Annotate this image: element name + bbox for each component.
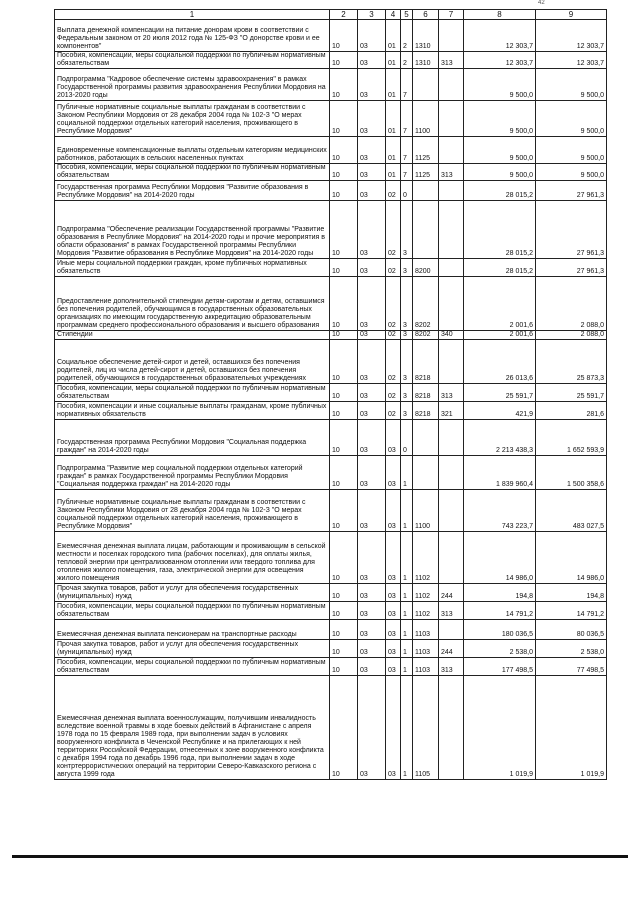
amount-year-2: 77 498,5 (536, 658, 607, 676)
expense-type-code (439, 340, 464, 384)
table-row (55, 259, 607, 277)
table-row (55, 602, 607, 620)
subsection-code: 03 (358, 137, 386, 164)
subprogram-code: 0 (401, 420, 413, 456)
budget-table (54, 9, 607, 780)
subsection-code: 03 (358, 676, 386, 780)
row-name: Иные меры социальной поддержки граждан, кроме публичных нормативных обязательств (55, 259, 330, 277)
section-code: 10 (330, 490, 358, 532)
article-code: 1310 (413, 52, 439, 69)
row-name: Пособия, компенсации и иные социальные выплаты гражданам, кроме публичных нормативных обязательств (55, 402, 330, 420)
subprogram-code: 1 (401, 584, 413, 602)
table-row (55, 402, 607, 420)
table-row (55, 456, 607, 490)
amount-year-2: 9 500,0 (536, 137, 607, 164)
amount-year-2: 25 591,7 (536, 384, 607, 402)
section-code: 10 (330, 69, 358, 101)
expense-type-code (439, 456, 464, 490)
table-row (55, 277, 607, 331)
article-code: 8202 (413, 277, 439, 331)
subsection-code: 03 (358, 490, 386, 532)
article-code: 1103 (413, 640, 439, 658)
subsection-code: 03 (358, 420, 386, 456)
row-name: Пособия, компенсации, меры социальной поддержки по публичным нормативным обязательствам (55, 658, 330, 676)
article-code (413, 456, 439, 490)
section-code: 10 (330, 384, 358, 402)
subsection-code: 03 (358, 532, 386, 584)
expense-type-code (439, 20, 464, 52)
amount-year-1: 2 001,6 (464, 331, 536, 340)
subprogram-code: 2 (401, 20, 413, 52)
amount-year-2: 1 019,9 (536, 676, 607, 780)
article-code: 8218 (413, 340, 439, 384)
table-row (55, 101, 607, 137)
subsection-code: 03 (358, 620, 386, 640)
program-code: 01 (386, 164, 401, 181)
amount-year-2: 80 036,5 (536, 620, 607, 640)
table-row (55, 584, 607, 602)
amount-year-1: 14 791,2 (464, 602, 536, 620)
amount-year-1: 1 839 960,4 (464, 456, 536, 490)
amount-year-1: 26 013,6 (464, 340, 536, 384)
amount-year-1: 743 223,7 (464, 490, 536, 532)
row-name: Пособия, компенсации, меры социальной поддержки по публичным нормативным обязательствам (55, 164, 330, 181)
subsection-code: 03 (358, 259, 386, 277)
subprogram-code: 3 (401, 259, 413, 277)
amount-year-1: 28 015,2 (464, 201, 536, 259)
subprogram-code: 1 (401, 620, 413, 640)
program-code: 03 (386, 490, 401, 532)
subprogram-code: 1 (401, 456, 413, 490)
subprogram-code: 1 (401, 676, 413, 780)
article-code: 8218 (413, 384, 439, 402)
program-code: 02 (386, 259, 401, 277)
section-code: 10 (330, 331, 358, 340)
amount-year-1: 2 001,6 (464, 277, 536, 331)
section-code: 10 (330, 532, 358, 584)
expense-type-code (439, 259, 464, 277)
section-code: 10 (330, 420, 358, 456)
column-number-header: 3 (358, 10, 386, 20)
subsection-code: 03 (358, 20, 386, 52)
amount-year-2: 2 538,0 (536, 640, 607, 658)
program-code: 03 (386, 456, 401, 490)
expense-type-code: 313 (439, 384, 464, 402)
expense-type-code: 313 (439, 658, 464, 676)
row-name: Государственная программа Республики Мордовия "Социальная поддержка граждан" на 2014-2020 годы (55, 420, 330, 456)
section-code: 10 (330, 456, 358, 490)
row-name: Пособия, компенсации, меры социальной поддержки по публичным нормативным обязательствам (55, 602, 330, 620)
article-code: 1125 (413, 137, 439, 164)
row-name: Предоставление дополнительной стипендии детям-сиротам и детям, оставшимся без попечения родителей, обучающимся в государственных образовательных организациях по имеющим государственную аккредитацию образовательным программам среднего профессионального образования и высшего образования (55, 277, 330, 331)
table-row (55, 20, 607, 52)
program-code: 02 (386, 331, 401, 340)
row-name: Подпрограмма "Развитие мер социальной поддержки отдельных категорий граждан" в рамках Государственной программы Республики Мордовия "Социальная поддержка граждан" на 2014-2020 годы (55, 456, 330, 490)
section-code: 10 (330, 20, 358, 52)
subsection-code: 03 (358, 181, 386, 201)
row-name: Подпрограмма "Кадровое обеспечение системы здравоохранения" в рамках Государственной программы развития здравоохранения Республики Мордовия на 2013-2020 годы (55, 69, 330, 101)
amount-year-2: 14 791,2 (536, 602, 607, 620)
section-code: 10 (330, 584, 358, 602)
amount-year-1: 2 213 438,3 (464, 420, 536, 456)
subsection-code: 03 (358, 584, 386, 602)
subprogram-code: 7 (401, 137, 413, 164)
table-row (55, 420, 607, 456)
section-code: 10 (330, 101, 358, 137)
amount-year-1: 14 986,0 (464, 532, 536, 584)
program-code: 01 (386, 20, 401, 52)
amount-year-1: 194,8 (464, 584, 536, 602)
section-code: 10 (330, 277, 358, 331)
section-code: 10 (330, 658, 358, 676)
section-code: 10 (330, 640, 358, 658)
section-code: 10 (330, 164, 358, 181)
table-row (55, 331, 607, 340)
program-code: 02 (386, 340, 401, 384)
row-name: Ежемесячная денежная выплата военнослужащим, получившим инвалидность вследствие военной травмы в ходе боевых действий в Афганистане с апреля 1978 года по 15 февраля 1989 года, при выполнении задач в условиях вооруженного конфликта в Чеченской Республике и на прилегающих к ней территориях Российской Федерации, отнесенных к зоне вооруженного конфликта с декабря 1994 года по декабрь 1996 года, при выполнении задач в ходе контртеррористических операций на территории Северо-Кавказского региона с августа 1999 года (55, 676, 330, 780)
expense-type-code (439, 277, 464, 331)
amount-year-2: 281,6 (536, 402, 607, 420)
table-row (55, 532, 607, 584)
amount-year-1: 2 538,0 (464, 640, 536, 658)
article-code: 1102 (413, 602, 439, 620)
article-code (413, 420, 439, 456)
article-code (413, 181, 439, 201)
expense-type-code (439, 490, 464, 532)
article-code: 1100 (413, 101, 439, 137)
table-row (55, 201, 607, 259)
subprogram-code: 1 (401, 532, 413, 584)
row-name: Ежемесячная денежная выплата пенсионерам на транспортные расходы (55, 620, 330, 640)
amount-year-1: 12 303,7 (464, 52, 536, 69)
amount-year-2: 25 873,3 (536, 340, 607, 384)
program-code: 03 (386, 620, 401, 640)
expense-type-code (439, 101, 464, 137)
expense-type-code: 313 (439, 52, 464, 69)
expense-type-code (439, 420, 464, 456)
column-number-header: 9 (536, 10, 607, 20)
program-code: 01 (386, 137, 401, 164)
section-code: 10 (330, 676, 358, 780)
subsection-code: 03 (358, 456, 386, 490)
column-number-header: 4 (386, 10, 401, 20)
expense-type-code (439, 69, 464, 101)
subprogram-code: 1 (401, 490, 413, 532)
section-code: 10 (330, 52, 358, 69)
row-name: Публичные нормативные социальные выплаты гражданам в соответствии с Законом Республики Мордовия от 28 декабря 2004 года № 102-З "О мерах социальной поддержки отдельных категорий населения, проживающего в Республике Мордовия" (55, 101, 330, 137)
subsection-code: 03 (358, 201, 386, 259)
subsection-code: 03 (358, 164, 386, 181)
row-name: Стипендии (55, 331, 330, 340)
section-code: 10 (330, 620, 358, 640)
amount-year-2: 9 500,0 (536, 164, 607, 181)
table-row (55, 384, 607, 402)
section-code: 10 (330, 602, 358, 620)
subsection-code: 03 (358, 277, 386, 331)
row-name: Единовременные компенсационные выплаты отдельным категориям медицинских работников, работающих в сельских населенных пунктах (55, 137, 330, 164)
article-code: 1105 (413, 676, 439, 780)
section-code: 10 (330, 259, 358, 277)
row-name: Прочая закупка товаров, работ и услуг для обеспечения государственных (муниципальных) нужд (55, 640, 330, 658)
section-code: 10 (330, 181, 358, 201)
table-row (55, 490, 607, 532)
subsection-code: 03 (358, 658, 386, 676)
section-code: 10 (330, 137, 358, 164)
amount-year-1: 9 500,0 (464, 101, 536, 137)
amount-year-1: 28 015,2 (464, 181, 536, 201)
amount-year-2: 27 961,3 (536, 201, 607, 259)
article-code: 1102 (413, 584, 439, 602)
subprogram-code: 3 (401, 331, 413, 340)
amount-year-1: 9 500,0 (464, 164, 536, 181)
table-row (55, 52, 607, 69)
program-code: 01 (386, 69, 401, 101)
expense-type-code: 244 (439, 640, 464, 658)
table-row (55, 640, 607, 658)
subsection-code: 03 (358, 340, 386, 384)
row-name: Государственная программа Республики Мордовия "Развитие образования в Республике Мордовия" на 2014-2020 годы (55, 181, 330, 201)
amount-year-1: 25 591,7 (464, 384, 536, 402)
subprogram-code: 3 (401, 277, 413, 331)
amount-year-2: 27 961,3 (536, 181, 607, 201)
subsection-code: 03 (358, 331, 386, 340)
amount-year-2: 1 652 593,9 (536, 420, 607, 456)
article-code: 8202 (413, 331, 439, 340)
article-code: 1102 (413, 532, 439, 584)
row-name: Подпрограмма "Обеспечение реализации Государственной программы "Развитие образования в Республике Мордовия" на 2014-2020 годы и прочие мероприятия в области образования" в рамках Государственной программы Республики Мордовия "Развитие образования в Республике Мордовия" на 2014-2020 годы (55, 201, 330, 259)
program-code: 02 (386, 201, 401, 259)
subprogram-code: 2 (401, 52, 413, 69)
article-code: 1103 (413, 658, 439, 676)
column-number-header: 6 (413, 10, 439, 20)
expense-type-code (439, 676, 464, 780)
article-code: 8200 (413, 259, 439, 277)
column-number-header: 5 (401, 10, 413, 20)
subprogram-code: 7 (401, 69, 413, 101)
amount-year-2: 9 500,0 (536, 69, 607, 101)
row-name: Социальное обеспечение детей-сирот и детей, оставшихся без попечения родителей, лиц из числа детей-сирот и детей, оставшихся без попечения родителей, обучающихся в государственных образовательных учреждениях (55, 340, 330, 384)
program-code: 03 (386, 640, 401, 658)
row-name: Прочая закупка товаров, работ и услуг для обеспечения государственных (муниципальных) нужд (55, 584, 330, 602)
section-code: 10 (330, 201, 358, 259)
article-code: 8218 (413, 402, 439, 420)
column-number-header: 7 (439, 10, 464, 20)
expense-type-code (439, 181, 464, 201)
row-name: Пособия, компенсации, меры социальной поддержки по публичным нормативным обязательствам (55, 52, 330, 69)
subprogram-code: 3 (401, 201, 413, 259)
amount-year-2: 12 303,7 (536, 20, 607, 52)
article-code: 1103 (413, 620, 439, 640)
subprogram-code: 3 (401, 340, 413, 384)
row-name: Публичные нормативные социальные выплаты гражданам в соответствии с Законом Республики Мордовия от 28 декабря 2004 года № 102-З "О мерах социальной поддержки отдельных категорий населения, проживающего в Республике Мордовия" (55, 490, 330, 532)
article-code (413, 69, 439, 101)
subsection-code: 03 (358, 101, 386, 137)
subsection-code: 03 (358, 384, 386, 402)
column-number-header: 2 (330, 10, 358, 20)
amount-year-2: 27 961,3 (536, 259, 607, 277)
expense-type-code (439, 201, 464, 259)
table-row (55, 181, 607, 201)
expense-type-code (439, 532, 464, 584)
expense-type-code: 313 (439, 602, 464, 620)
amount-year-1: 421,9 (464, 402, 536, 420)
expense-type-code: 340 (439, 331, 464, 340)
amount-year-1: 12 303,7 (464, 20, 536, 52)
amount-year-1: 28 015,2 (464, 259, 536, 277)
table-row (55, 137, 607, 164)
program-code: 03 (386, 420, 401, 456)
subprogram-code: 7 (401, 164, 413, 181)
table-row (55, 658, 607, 676)
subprogram-code: 3 (401, 402, 413, 420)
amount-year-2: 14 986,0 (536, 532, 607, 584)
subprogram-code: 3 (401, 384, 413, 402)
program-code: 03 (386, 584, 401, 602)
row-name: Ежемесячная денежная выплата лицам, работающим и проживающим в сельской местности и поселках городского типа (рабочих поселках), для оплаты жилья, тепловой энергии при централизованном отоплении или твердого топлива для отопления жилого помещения, газа, электрической энергии для освещения жилого помещения (55, 532, 330, 584)
amount-year-2: 12 303,7 (536, 52, 607, 69)
program-code: 02 (386, 181, 401, 201)
program-code: 02 (386, 384, 401, 402)
amount-year-1: 9 500,0 (464, 69, 536, 101)
subsection-code: 03 (358, 52, 386, 69)
table-row (55, 69, 607, 101)
section-code: 10 (330, 402, 358, 420)
program-code: 01 (386, 101, 401, 137)
expense-type-code: 321 (439, 402, 464, 420)
article-code: 1125 (413, 164, 439, 181)
article-code (413, 201, 439, 259)
column-number-header: 8 (464, 10, 536, 20)
table-row (55, 620, 607, 640)
table-row (55, 340, 607, 384)
row-name: Выплата денежной компенсации на питание донорам крови в соответствии с Федеральным законом от 20 июля 2012 года № 125-ФЗ "О донорстве крови и ее компонентов" (55, 20, 330, 52)
program-code: 02 (386, 402, 401, 420)
program-code: 03 (386, 658, 401, 676)
subprogram-code: 7 (401, 101, 413, 137)
subprogram-code: 0 (401, 181, 413, 201)
subsection-code: 03 (358, 602, 386, 620)
table-row (55, 676, 607, 780)
article-code: 1310 (413, 20, 439, 52)
subsection-code: 03 (358, 69, 386, 101)
subprogram-code: 1 (401, 602, 413, 620)
amount-year-1: 1 019,9 (464, 676, 536, 780)
amount-year-2: 2 088,0 (536, 331, 607, 340)
subsection-code: 03 (358, 402, 386, 420)
subprogram-code: 1 (401, 658, 413, 676)
amount-year-2: 2 088,0 (536, 277, 607, 331)
amount-year-2: 1 500 358,6 (536, 456, 607, 490)
amount-year-2: 194,8 (536, 584, 607, 602)
expense-type-code: 244 (439, 584, 464, 602)
amount-year-1: 177 498,5 (464, 658, 536, 676)
subsection-code: 03 (358, 640, 386, 658)
program-code: 03 (386, 676, 401, 780)
program-code: 02 (386, 277, 401, 331)
program-code: 01 (386, 52, 401, 69)
table-row (55, 164, 607, 181)
expense-type-code (439, 137, 464, 164)
expense-type-code (439, 620, 464, 640)
program-code: 03 (386, 532, 401, 584)
page-bottom-rule (12, 855, 628, 858)
amount-year-2: 483 027,5 (536, 490, 607, 532)
amount-year-1: 9 500,0 (464, 137, 536, 164)
subprogram-code: 1 (401, 640, 413, 658)
table-header-row (55, 10, 607, 20)
amount-year-2: 9 500,0 (536, 101, 607, 137)
program-code: 03 (386, 602, 401, 620)
section-code: 10 (330, 340, 358, 384)
amount-year-1: 180 036,5 (464, 620, 536, 640)
page-mark: 42 (538, 0, 545, 6)
row-name: Пособия, компенсации, меры социальной поддержки по публичным нормативным обязательствам (55, 384, 330, 402)
column-number-header: 1 (55, 10, 330, 20)
expense-type-code: 313 (439, 164, 464, 181)
article-code: 1100 (413, 490, 439, 532)
